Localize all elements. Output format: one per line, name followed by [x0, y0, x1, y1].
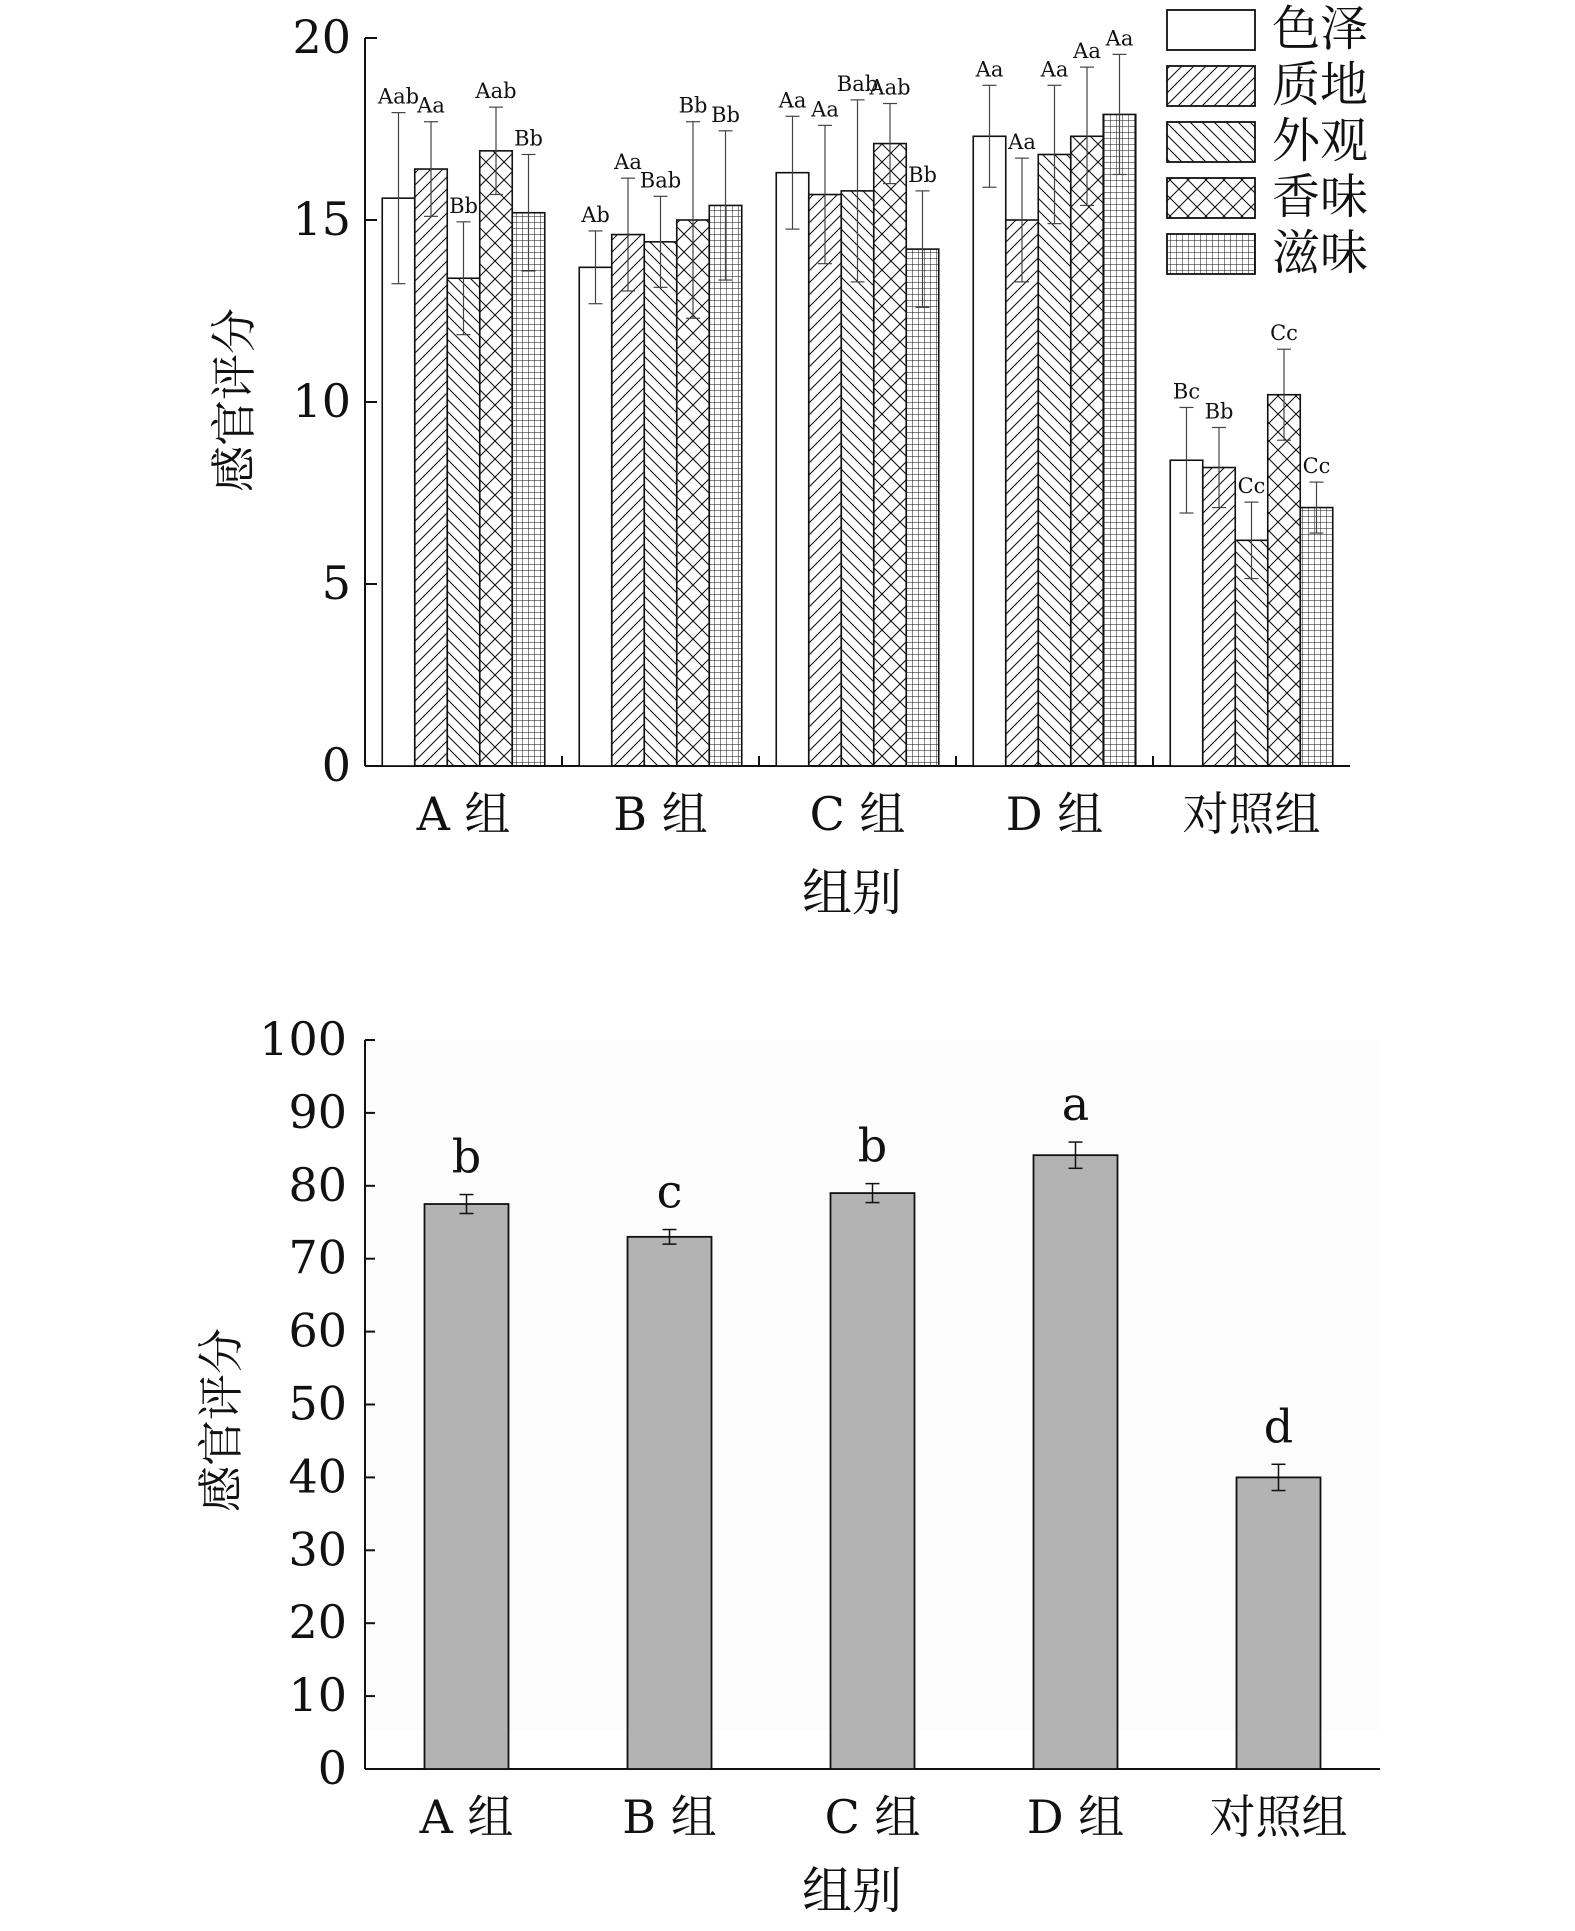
significance-label: Bab — [639, 168, 682, 193]
legend-swatch — [1167, 122, 1255, 162]
y-tick-label: 0 — [317, 1741, 347, 1795]
legend-label: 滋味 — [1272, 225, 1369, 281]
significance-label: Bb — [678, 93, 708, 118]
y-tick-label: 100 — [259, 1012, 347, 1066]
bar — [906, 249, 939, 766]
significance-label: Aa — [1105, 26, 1134, 51]
legend-swatch — [1167, 10, 1255, 50]
y-tick-label: 20 — [292, 10, 351, 64]
y-tick-label: 0 — [321, 738, 351, 792]
bar — [512, 213, 545, 766]
y-axis-label: 感官评分 — [194, 1328, 248, 1512]
x-tick-label: B 组 — [613, 787, 708, 841]
y-tick-label: 10 — [288, 1668, 347, 1723]
significance-label: Ab — [581, 202, 610, 227]
bar — [447, 278, 480, 766]
bar — [1268, 395, 1301, 766]
significance-label: Aa — [417, 93, 445, 118]
y-tick-label: 5 — [321, 556, 351, 610]
bar — [628, 1237, 712, 1769]
y-tick-label: 40 — [288, 1449, 347, 1504]
x-tick-label: C 组 — [809, 787, 906, 841]
significance-label: Bb — [449, 193, 478, 218]
bar — [776, 173, 809, 766]
y-tick-label: 30 — [288, 1522, 347, 1577]
significance-label: Bb — [908, 162, 937, 187]
x-axis-label: 组别 — [802, 1862, 902, 1920]
legend-label: 色泽 — [1272, 1, 1369, 57]
y-axis-label: 感官评分 — [207, 308, 261, 492]
legend-label: 香味 — [1272, 169, 1369, 225]
chart-total-score — [0, 960, 1575, 1931]
bar — [1034, 1155, 1118, 1769]
x-tick-label: D 组 — [1026, 1790, 1125, 1844]
bar — [480, 151, 513, 766]
bar — [425, 1204, 509, 1769]
significance-label: Cc — [1237, 474, 1266, 499]
significance-label: Bc — [1172, 379, 1201, 404]
legend-swatch — [1167, 66, 1255, 106]
bar — [973, 136, 1006, 766]
y-tick-label: 80 — [288, 1157, 347, 1212]
significance-label: c — [656, 1164, 683, 1219]
y-tick-label: 50 — [288, 1376, 347, 1431]
significance-label: Aa — [1040, 57, 1069, 82]
bar — [1203, 468, 1236, 766]
x-tick-label: B 组 — [622, 1790, 717, 1844]
significance-label: Aab — [869, 75, 911, 100]
y-tick-label: 60 — [288, 1303, 347, 1358]
bar — [1300, 508, 1333, 766]
chart-sensory-attributes — [0, 0, 1575, 960]
y-tick-label: 10 — [292, 374, 351, 428]
significance-label: Bb — [514, 126, 543, 151]
bar — [1006, 220, 1039, 766]
y-tick-label: 70 — [288, 1230, 347, 1285]
significance-label: a — [1061, 1077, 1090, 1132]
bar — [831, 1193, 915, 1769]
significance-label: Aab — [475, 79, 517, 104]
bar — [809, 195, 842, 766]
x-axis-label: 组别 — [802, 864, 902, 922]
bar — [415, 169, 448, 766]
significance-label: Aab — [377, 84, 420, 109]
significance-label: Bab — [836, 71, 879, 96]
bar — [709, 205, 742, 766]
y-tick-label: 20 — [288, 1595, 347, 1650]
significance-label: Aa — [1008, 130, 1036, 155]
legend-label: 外观 — [1272, 113, 1369, 169]
significance-label: b — [857, 1118, 888, 1173]
bar — [1071, 136, 1104, 766]
significance-label: Bb — [711, 102, 740, 127]
x-tick-label: C 组 — [824, 1790, 921, 1844]
significance-label: Aa — [975, 57, 1004, 82]
x-tick-label: 对照组 — [1209, 1790, 1348, 1844]
x-tick-label: A 组 — [419, 1790, 514, 1844]
significance-label: d — [1263, 1399, 1294, 1454]
significance-label: Aa — [614, 150, 642, 175]
x-tick-label: D 组 — [1005, 787, 1104, 841]
significance-label: Cc — [1270, 321, 1298, 346]
legend-label: 质地 — [1272, 57, 1369, 113]
bar — [644, 242, 677, 766]
bar — [1237, 1477, 1321, 1769]
legend-swatch — [1167, 178, 1255, 218]
significance-label: b — [451, 1129, 482, 1184]
significance-label: Cc — [1302, 454, 1331, 479]
x-tick-label: 对照组 — [1182, 787, 1321, 841]
bar — [874, 144, 907, 766]
bar — [1103, 114, 1136, 766]
bar — [1038, 154, 1071, 766]
significance-label: Aa — [778, 88, 807, 113]
legend-swatch — [1167, 234, 1255, 274]
y-tick-label: 90 — [288, 1084, 347, 1139]
significance-label: Aa — [811, 97, 839, 122]
x-tick-label: A 组 — [416, 787, 511, 841]
significance-label: Bb — [1204, 399, 1234, 424]
y-tick-label: 15 — [292, 192, 351, 246]
bar — [579, 267, 612, 766]
significance-label: Aa — [1073, 39, 1101, 64]
bar — [612, 235, 645, 766]
